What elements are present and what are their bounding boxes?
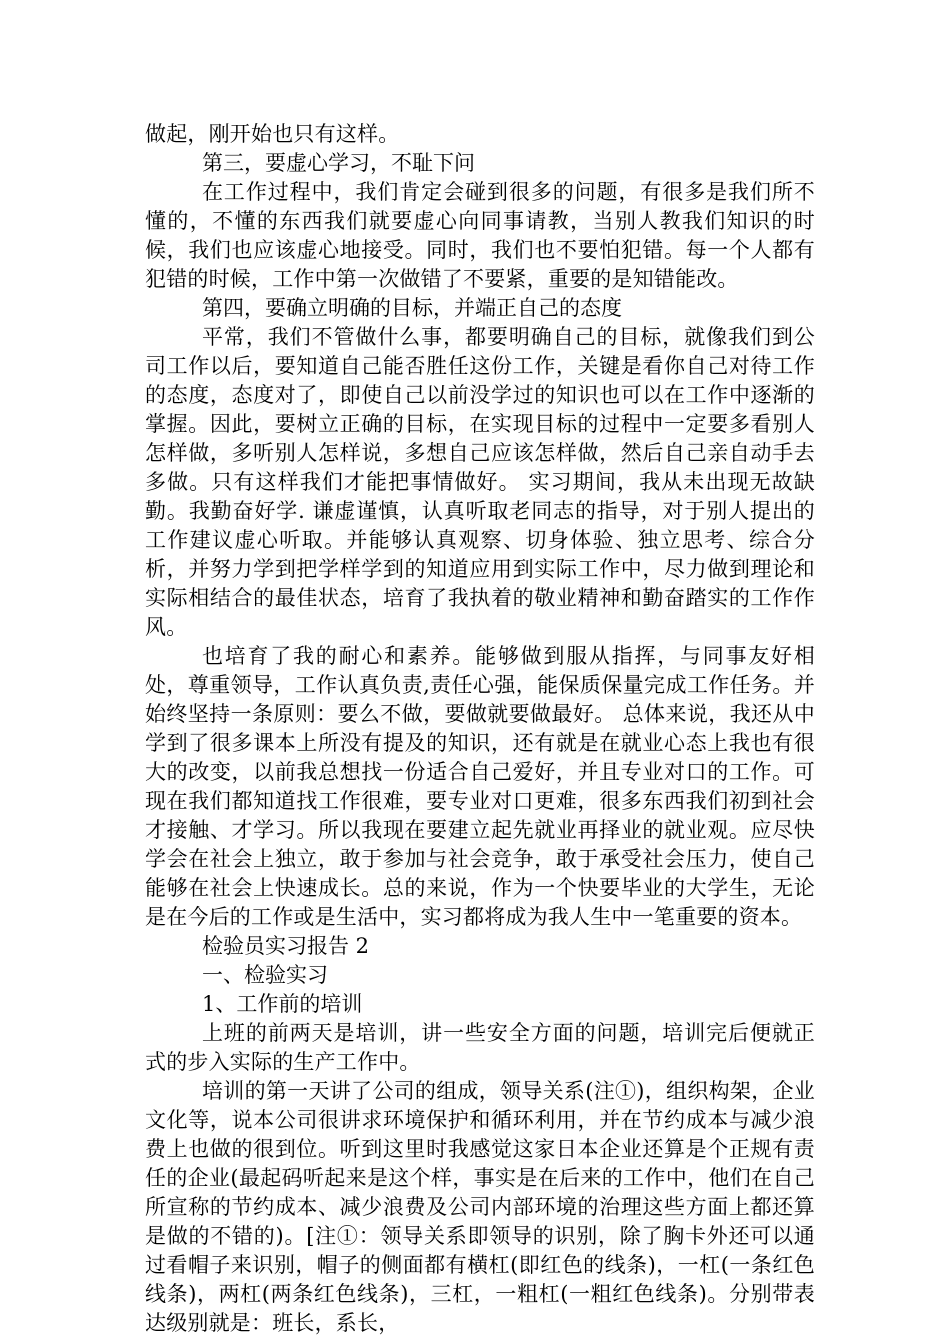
paragraph-clear-goals: 平常，我们不管做什么事，都要明确自己的目标，就像我们到公司工作以后，要知道自己能否胜任这份工作，关键是看你自己对待工作的态度，态度对了，即使自己以前没学过的知识也可以在工作中逐渐的掌握。因此，要树立正确的目标，在实现目标的过程中一定要多看别人怎样做，多听别人怎样说，多想自己应该怎样做，然后自己亲自动手去多做。只有这样我们才能把事情做好。 实习期间，我从未出现无故缺勤。我勤奋好学. 谦虚谨慎，认真听取老同志的指导，对于别人提出的工作建议虚心听取。并能够认真观察、切身体验、独立思考、综合分析，并努力学到把学样学到的知道应用到实际工作中，尽力做到理论和实际相结合的最佳状态，培育了我执着的敬业精神和勤奋踏实的工作作风。 bbox=[145, 325, 815, 639]
heading-inspection-internship: 一、检验实习 bbox=[202, 963, 328, 987]
document-body bbox=[145, 120, 815, 1338]
heading-report-2: 检验员实习报告 2 bbox=[202, 934, 370, 958]
paragraph-patience-summary: 也培育了我的耐心和素养。能够做到服从指挥，与同事友好相处，尊重领导，工作认真负责,责任心强，能保质保量完成工作任务。并始终坚持一条原则：要么不做，要做就要做最好。 总体来说，我还从中学到了很多课本上所没有提及的知识，还有就是在就业心态上我也有很大的改变，以前我总想找一份适合自己爱好，并且专业对口的工作。可现在我们都知道找工作很难，要专业对口更难，很多东西我们初到社会才接触、才学习。所以我现在要建立起先就业再择业的就业观。应尽快学会在社会上独立，敢于参加与社会竞争，敢于承受社会压力，使自己能够在社会上快速成长。总的来说，作为一个快要毕业的大学生，无论是在今后的工作或是生活中，实习都将成为我人生中一笔重要的资本。 bbox=[145, 644, 815, 929]
heading-pre-work-training: 1、工作前的培训 bbox=[202, 992, 363, 1016]
paragraph-training-day-one: 培训的第一天讲了公司的组成，领导关系(注①)，组织构架，企业文化等，说本公司很讲求环境保护和循环利用，并在节约成本与减少浪费上也做的很到位。听到这里时我感觉这家日本企业还算是个正规有责任的企业(最起码听起来是这个样，事实是在后来的工作中，他们在自己所宣称的节约成本、减少浪费及公司内部环境的治理这些方面上都还算是做的不错的)。[注①：领导关系即领导的识别，除了胸卡外还可以通过看帽子来识别，帽子的侧面都有横杠(即红色的线条)，一杠(一条红色线条)，两杠(两条红色线条)，三杠，一粗杠(一粗红色线条)。分别带表达级别就是：班长，系长， bbox=[145, 1079, 815, 1335]
heading-fourth-point: 第四，要确立明确的目标，并端正自己的态度 bbox=[202, 296, 622, 320]
heading-third-point: 第三，要虚心学习，不耻下问 bbox=[202, 151, 475, 175]
paragraph-training-intro: 上班的前两天是培训，讲一些安全方面的问题，培训完后便就正式的步入实际的生产工作中。 bbox=[145, 1021, 815, 1074]
paragraph-humble-learning: 在工作过程中，我们肯定会碰到很多的问题，有很多是我们所不懂的，不懂的东西我们就要虚心向同事请教，当别人教我们知识的时候，我们也应该虚心地接受。同时，我们也不要怕犯错。每一个人都有犯错的时候，工作中第一次做错了不要紧，重要的是知错能改。 bbox=[145, 180, 815, 291]
paragraph-continuation: 做起，刚开始也只有这样。 bbox=[145, 122, 400, 146]
